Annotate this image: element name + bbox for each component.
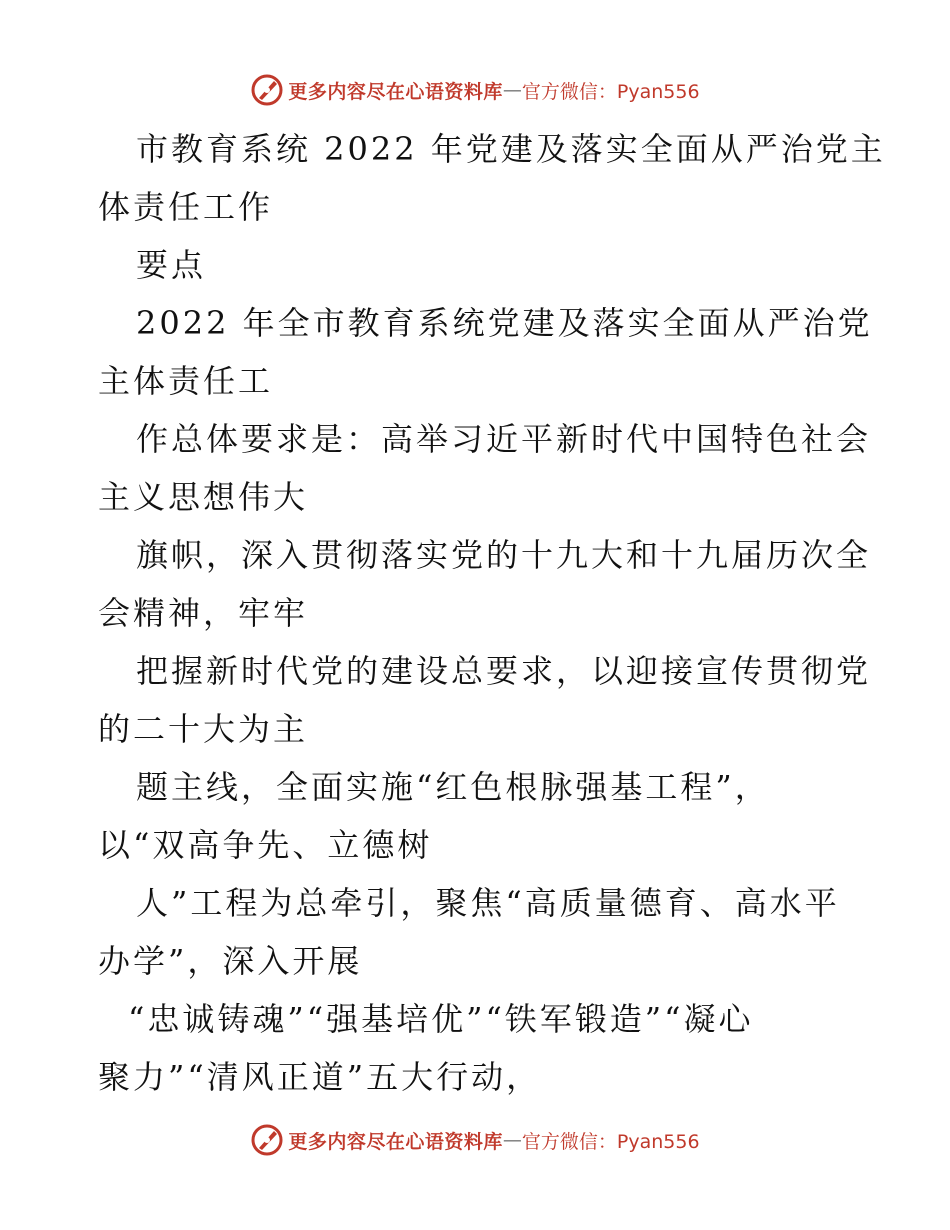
header-banner xyxy=(0,70,950,110)
paragraph-line: 把握新时代党的建设总要求，以迎接宣传贯彻党 xyxy=(136,652,872,690)
paragraph-line: 办学”，深入开展 xyxy=(98,942,363,980)
paragraph-line: 旗帜，深入贯彻落实党的十九大和十九届历次全 xyxy=(136,536,872,574)
banner-separator: — xyxy=(502,79,522,101)
banner-contact-text: 官方微信：Pyan556 xyxy=(521,1130,700,1153)
paragraph-line: 聚力”“清风正道”五大行动， xyxy=(98,1058,542,1096)
paragraph-line: 2022 年全市教育系统党建及落实全面从严治党 xyxy=(136,304,873,342)
quill-logo-icon xyxy=(250,73,284,107)
paragraph-line: 题主线，全面实施“红色根脉强基工程”， xyxy=(136,768,770,806)
paragraph-line: 的二十大为主 xyxy=(98,710,309,748)
paragraph-line: 主义思想伟大 xyxy=(98,478,309,516)
paragraph-line: 主体责任工 xyxy=(98,362,274,400)
banner-site-text: 更多内容尽在心语资料库 xyxy=(288,80,503,103)
paragraph-line: 会精神，牢牢 xyxy=(98,594,309,632)
quill-logo-icon xyxy=(250,1123,284,1157)
banner-contact-text: 官方微信：Pyan556 xyxy=(521,80,700,103)
footer-banner xyxy=(0,1120,950,1160)
title-line-3: 要点 xyxy=(136,246,207,284)
document-body xyxy=(98,120,886,1106)
paragraph-line: 以“双高争先、立德树 xyxy=(98,826,433,864)
paragraph-line: 作总体要求是：高举习近平新时代中国特色社会 xyxy=(136,420,872,458)
paragraph-line: 人”工程为总牵引，聚焦“高质量德育、高水平 xyxy=(136,884,840,922)
banner-separator: — xyxy=(502,1129,522,1151)
title-line-2: 体责任工作 xyxy=(98,188,274,226)
paragraph-line: “忠诚铸魂”“强基培优”“铁军锻造”“凝心 xyxy=(128,1000,754,1038)
title-line-1: 市教育系统 2022 年党建及落实全面从严治党主 xyxy=(136,130,886,168)
banner-site-text: 更多内容尽在心语资料库 xyxy=(288,1130,503,1153)
